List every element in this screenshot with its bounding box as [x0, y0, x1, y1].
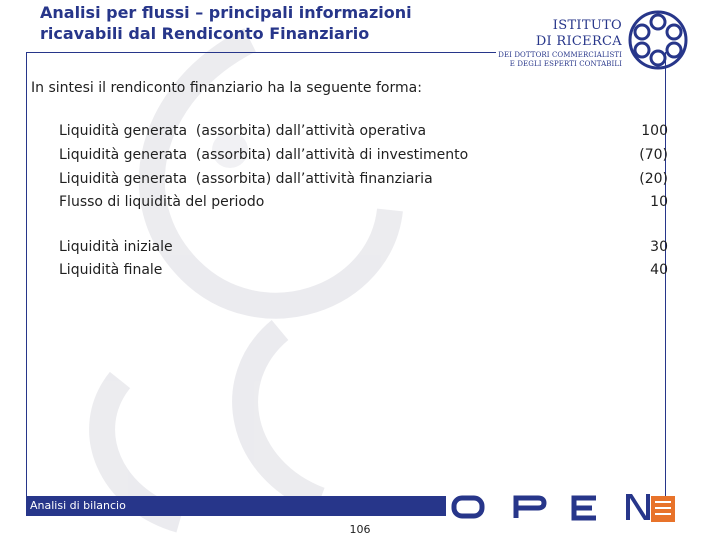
row-value: (70) [639, 147, 668, 163]
title-line-1: Analisi per flussi – principali informazioni [40, 3, 412, 22]
row-label: Flusso di liquidità del periodo [59, 194, 265, 210]
intro-text: In sintesi il rendiconto finanziario ha la seguente forma: [31, 80, 422, 96]
row-value: 100 [641, 123, 668, 139]
institute-logo [498, 8, 690, 72]
row-label: Liquidità iniziale [59, 239, 173, 255]
title-line-2: ricavabili dal Rendiconto Finanziario [40, 24, 370, 43]
knot-emblem-icon [626, 8, 690, 72]
logo-line-2: DI RICERCA [535, 34, 622, 49]
cashflow-row-finanziaria [59, 167, 668, 191]
row-value: 30 [650, 239, 668, 255]
logo-line-1: ISTITUTO [552, 18, 622, 33]
row-value: (20) [639, 171, 668, 187]
title-divider [26, 52, 496, 53]
row-label: Liquidità generata (assorbita) dall’attività operativa [59, 123, 427, 139]
footer-section-label: Analisi di bilancio [26, 496, 446, 516]
row-value: 40 [650, 262, 668, 278]
cashflow-row-investimento [59, 143, 668, 167]
row-value: 10 [650, 194, 668, 210]
cashflow-row-finale [59, 258, 668, 282]
row-label: Liquidità generata (assorbita) dall’attività finanziaria [59, 171, 433, 187]
row-label: Liquidità finale [59, 262, 163, 278]
frame-left-border [26, 52, 27, 516]
page-title [40, 2, 500, 44]
logo-line-4: E DEGLI ESPERTI CONTABILI [509, 60, 622, 68]
row-label: Liquidità generata (assorbita) dall’attività di investimento [59, 147, 469, 163]
open-logo [446, 490, 680, 526]
logo-line-3: DEI DOTTORI COMMERCIALISTI [498, 51, 622, 59]
page-number: 106 [349, 523, 371, 536]
cashflow-row-iniziale [59, 235, 668, 259]
cashflow-row-flusso [59, 190, 668, 214]
cashflow-row-operativa [59, 119, 668, 143]
open-logo-text: OPEN [446, 490, 449, 491]
